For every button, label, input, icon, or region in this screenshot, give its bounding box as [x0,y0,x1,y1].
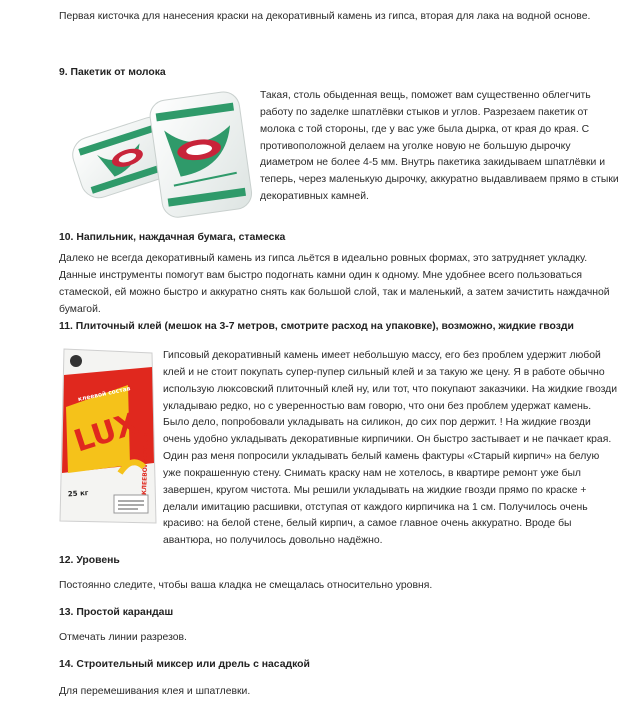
section-13-text: Отмечать линии разрезов. [59,632,187,643]
section-10-text: Далеко не всегда декоративный камень из гипса льётся в идеально ровных формах, это затрудняет укладку. Данные инструменты помогут вам быстро подогнать камни один к одному. Мне удобнее всего пользоваться стамеской, ей можно быстро и аккуратно снять как большой слой, так и маленький, а затем зачистить наждачной бумагой. [59,253,610,315]
bag-top-text: клеевой состав [77,385,132,404]
lux-glue-bag-illustration [58,345,158,527]
section-13-heading: 13. Простой карандаш [59,607,174,618]
milk-packets-image [58,86,254,226]
glue-bag-image [58,345,158,527]
section-10-heading: 10. Напильник, наждачная бумага, стамеска [59,232,286,243]
section-11-heading: 11. Плиточный клей (мешок на 3-7 метров, смотрите расход на упаковке), возможно, жидкие гвозди [59,321,574,332]
section-14-heading: 14. Строительный миксер или дрель с насадкой [59,659,310,670]
bag-weight-label: 25 кг [67,488,89,499]
section-12-heading: 12. Уровень [59,555,120,566]
section-9-text: Такая, столь обыденная вещь, поможет вам существенно облегчить работу по заделке шпатлёвки стыков и углов. Разрезаем пакетик от молока с той стороны, где у вас уже была дырка, от края до края. С противоположной делаем на уголке новую не большую дырочку диаметром не более 4-5 мм. Внутрь пакетика закидываем шпатлёвки и теперь, через маленькую дырочку, аккуратно выдавливаем прямо в стыки декоративных камней. [260,90,619,203]
bag-side-text: КЛЕЕВОЙ СОСТАВ [141,432,151,496]
section-14-text: Для перемешивания клея и шпатлевки. [59,686,251,697]
intro-paragraph: Первая кисточка для нанесения краски на декоративный камень из гипса, вторая для лака на водной основе. [59,11,591,22]
bag-brand-label: LUX [69,405,144,460]
section-12-text: Постоянно следите, чтобы ваша кладка не смещалась относительно уровня. [59,580,433,591]
milk-packets-illustration [58,86,254,226]
section-9-heading: 9. Пакетик от молока [59,67,166,78]
section-11-text: Гипсовый декоративный камень имеет небольшую массу, его без проблем удержит любой клей и не стоит покупать супер-пупер сильный клей и за такую же цену. Я в работе обычно использую люксовский плиточный клей ну, или тот, что покупают заказчики. На жидкие гвозди укладываю редко, но с уверенностью вам говорю, что они без проблем удержат камень. Было дело, попробовали укладывать на силикон, до сих пор держит. ! На жидкие гвозди очень удобно укладывать декоративные кирпичики. Он быстро застывает и не пачкает края. Один раз меня попросили укладывать белый камень фактуры «Старый кирпич» на белую уже покрашенную стену. Снимать краску нам не хотелось, в квартире ремонт уже был завершен, кругом чистота. Мы решили укладывать на жидкие гвозди прямо по краске + делали имитацию расшивки, отступая от каждого кирпичика на 1 см. Получилось очень красиво: на белой стене, белый кирпич, а самое главное очень аккуратно. Вроде бы авантюра, но получилось довольно надёжно. [163,350,618,547]
